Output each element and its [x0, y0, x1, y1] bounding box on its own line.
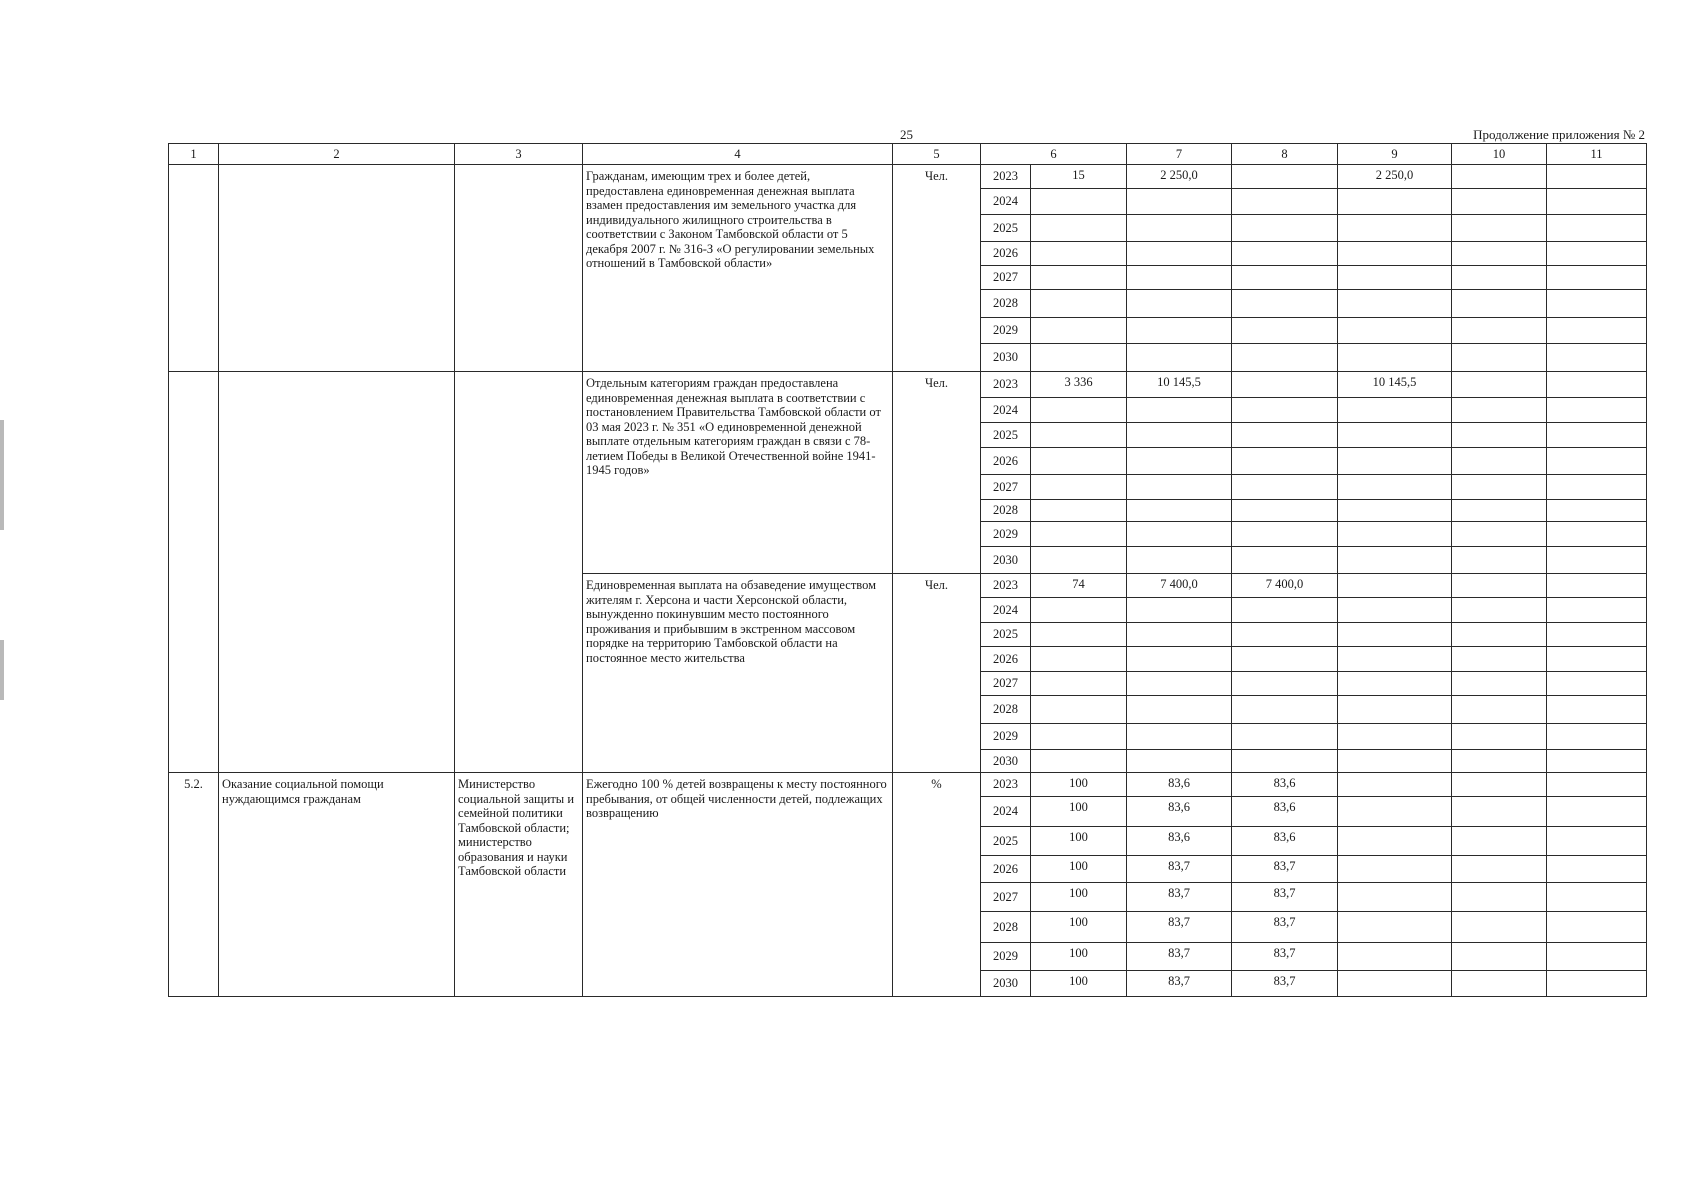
indicator-description-cell: Отдельным категориям граждан предоставлена единовременная денежная выплата в соответствии с постановлением Правительства Тамбовской области от 03 мая 2023 г. № 351 «О единовременной денежной выплате отдельным категориям граждан в связи с 78-летием Победы в Великой Отечественной войне 1941-1945 годов» — [583, 372, 893, 574]
value-cell-col9 — [1338, 598, 1452, 623]
value-cell-col11 — [1547, 623, 1647, 647]
value-cell-col10 — [1452, 856, 1547, 883]
value-cell-col9 — [1338, 856, 1452, 883]
value-cell-col11 — [1547, 215, 1647, 242]
value-cell-col11 — [1547, 318, 1647, 344]
item-number-cell — [169, 165, 219, 372]
item-number-cell: 5.2. — [169, 773, 219, 997]
value-cell-col6 — [1031, 423, 1127, 448]
value-cell-col9 — [1338, 943, 1452, 971]
value-cell-col10 — [1452, 266, 1547, 290]
event-name-cell — [219, 165, 455, 372]
value-cell-col11 — [1547, 574, 1647, 598]
value-cell-col6 — [1031, 500, 1127, 522]
header-cell: 7 — [1127, 144, 1232, 165]
value-cell-col7 — [1127, 318, 1232, 344]
value-cell-col9: 2 250,0 — [1338, 165, 1452, 189]
value-cell-col7 — [1127, 623, 1232, 647]
value-cell-col6 — [1031, 598, 1127, 623]
year-cell: 2026 — [981, 448, 1031, 475]
value-cell-col8: 83,6 — [1232, 797, 1338, 827]
year-cell: 2028 — [981, 912, 1031, 943]
value-cell-col8 — [1232, 215, 1338, 242]
value-cell-col8 — [1232, 165, 1338, 189]
year-cell: 2023 — [981, 372, 1031, 398]
executor-cell — [455, 165, 583, 372]
unit-cell: Чел. — [893, 574, 981, 773]
value-cell-col7: 83,7 — [1127, 943, 1232, 971]
value-cell-col11 — [1547, 856, 1647, 883]
value-cell-col6: 100 — [1031, 912, 1127, 943]
value-cell-col10 — [1452, 797, 1547, 827]
year-cell: 2028 — [981, 500, 1031, 522]
value-cell-col6 — [1031, 215, 1127, 242]
value-cell-col7 — [1127, 423, 1232, 448]
value-cell-col8: 83,7 — [1232, 971, 1338, 997]
value-cell-col10 — [1452, 547, 1547, 574]
value-cell-col8 — [1232, 475, 1338, 500]
value-cell-col7 — [1127, 398, 1232, 423]
value-cell-col8 — [1232, 423, 1338, 448]
value-cell-col7 — [1127, 266, 1232, 290]
year-cell: 2025 — [981, 827, 1031, 856]
value-cell-col6: 100 — [1031, 943, 1127, 971]
value-cell-col6: 100 — [1031, 971, 1127, 997]
value-cell-col9 — [1338, 672, 1452, 696]
value-cell-col7: 83,7 — [1127, 912, 1232, 943]
value-cell-col6 — [1031, 475, 1127, 500]
value-cell-col9 — [1338, 912, 1452, 943]
scan-margin-mark — [0, 640, 4, 700]
value-cell-col6: 100 — [1031, 773, 1127, 797]
year-cell: 2026 — [981, 242, 1031, 266]
value-cell-col6 — [1031, 290, 1127, 318]
value-cell-col11 — [1547, 696, 1647, 724]
value-cell-col8: 83,7 — [1232, 856, 1338, 883]
executor-cell — [455, 372, 583, 773]
value-cell-col8 — [1232, 696, 1338, 724]
header-cell: 11 — [1547, 144, 1647, 165]
year-cell: 2025 — [981, 623, 1031, 647]
year-cell: 2026 — [981, 856, 1031, 883]
value-cell-col11 — [1547, 647, 1647, 672]
value-cell-col7: 83,7 — [1127, 971, 1232, 997]
year-cell: 2027 — [981, 475, 1031, 500]
value-cell-col11 — [1547, 522, 1647, 547]
value-cell-col7: 83,7 — [1127, 856, 1232, 883]
value-cell-col8 — [1232, 266, 1338, 290]
value-cell-col8 — [1232, 750, 1338, 773]
unit-cell: Чел. — [893, 165, 981, 372]
value-cell-col7 — [1127, 344, 1232, 372]
value-cell-col8 — [1232, 623, 1338, 647]
value-cell-col11 — [1547, 883, 1647, 912]
value-cell-col8 — [1232, 724, 1338, 750]
value-cell-col8 — [1232, 598, 1338, 623]
value-cell-col9 — [1338, 827, 1452, 856]
value-cell-col7 — [1127, 724, 1232, 750]
program-table — [168, 143, 1647, 997]
value-cell-col6 — [1031, 696, 1127, 724]
value-cell-col8 — [1232, 290, 1338, 318]
value-cell-col6 — [1031, 522, 1127, 547]
value-cell-col7 — [1127, 189, 1232, 215]
value-cell-col9 — [1338, 883, 1452, 912]
column-number-row — [169, 144, 1647, 165]
value-cell-col8 — [1232, 500, 1338, 522]
value-cell-col7 — [1127, 647, 1232, 672]
unit-cell: % — [893, 773, 981, 997]
value-cell-col8: 83,7 — [1232, 943, 1338, 971]
value-cell-col9 — [1338, 724, 1452, 750]
year-cell: 2023 — [981, 773, 1031, 797]
value-cell-col6 — [1031, 398, 1127, 423]
value-cell-col7 — [1127, 448, 1232, 475]
value-cell-col9 — [1338, 500, 1452, 522]
value-cell-col6 — [1031, 672, 1127, 696]
value-cell-col8: 83,6 — [1232, 773, 1338, 797]
value-cell-col9 — [1338, 423, 1452, 448]
value-cell-col9 — [1338, 797, 1452, 827]
value-cell-col9 — [1338, 647, 1452, 672]
value-cell-col11 — [1547, 773, 1647, 797]
year-cell: 2030 — [981, 750, 1031, 773]
value-cell-col10 — [1452, 750, 1547, 773]
value-cell-col10 — [1452, 672, 1547, 696]
value-cell-col11 — [1547, 724, 1647, 750]
year-cell: 2028 — [981, 290, 1031, 318]
header-cell: 2 — [219, 144, 455, 165]
year-cell: 2026 — [981, 647, 1031, 672]
header-cell: 3 — [455, 144, 583, 165]
value-cell-col7: 83,6 — [1127, 797, 1232, 827]
year-cell: 2024 — [981, 398, 1031, 423]
value-cell-col10 — [1452, 522, 1547, 547]
value-cell-col11 — [1547, 165, 1647, 189]
value-cell-col10 — [1452, 475, 1547, 500]
value-cell-col10 — [1452, 883, 1547, 912]
value-cell-col11 — [1547, 290, 1647, 318]
value-cell-col6 — [1031, 344, 1127, 372]
value-cell-col9 — [1338, 522, 1452, 547]
value-cell-col7: 10 145,5 — [1127, 372, 1232, 398]
value-cell-col8: 83,7 — [1232, 883, 1338, 912]
value-cell-col10 — [1452, 773, 1547, 797]
value-cell-col10 — [1452, 242, 1547, 266]
value-cell-col9 — [1338, 344, 1452, 372]
value-cell-col7 — [1127, 598, 1232, 623]
value-cell-col10 — [1452, 448, 1547, 475]
year-cell: 2025 — [981, 423, 1031, 448]
year-cell: 2030 — [981, 344, 1031, 372]
value-cell-col9 — [1338, 266, 1452, 290]
value-cell-col10 — [1452, 724, 1547, 750]
value-cell-col8 — [1232, 318, 1338, 344]
value-cell-col10 — [1452, 623, 1547, 647]
value-cell-col9 — [1338, 189, 1452, 215]
value-cell-col6 — [1031, 623, 1127, 647]
value-cell-col6 — [1031, 724, 1127, 750]
table-row — [169, 165, 1647, 189]
value-cell-col9 — [1338, 215, 1452, 242]
value-cell-col10 — [1452, 943, 1547, 971]
executor-cell: Министерство социальной защиты и семейной политики Тамбовской области; министерство образования и науки Тамбовской области — [455, 773, 583, 997]
value-cell-col9 — [1338, 623, 1452, 647]
value-cell-col8 — [1232, 547, 1338, 574]
value-cell-col7 — [1127, 475, 1232, 500]
value-cell-col10 — [1452, 290, 1547, 318]
value-cell-col7 — [1127, 672, 1232, 696]
value-cell-col10 — [1452, 215, 1547, 242]
value-cell-col11 — [1547, 500, 1647, 522]
year-cell: 2030 — [981, 547, 1031, 574]
year-cell: 2028 — [981, 696, 1031, 724]
value-cell-col11 — [1547, 547, 1647, 574]
value-cell-col7 — [1127, 242, 1232, 266]
value-cell-col9 — [1338, 448, 1452, 475]
value-cell-col10 — [1452, 696, 1547, 724]
value-cell-col9: 10 145,5 — [1338, 372, 1452, 398]
value-cell-col11 — [1547, 598, 1647, 623]
value-cell-col7: 83,6 — [1127, 773, 1232, 797]
value-cell-col8 — [1232, 448, 1338, 475]
value-cell-col6 — [1031, 547, 1127, 574]
value-cell-col6 — [1031, 750, 1127, 773]
value-cell-col6 — [1031, 189, 1127, 215]
indicator-description-cell: Единовременная выплата на обзаведение имуществом жителям г. Херсона и части Херсонской области, вынужденно покинувшим место постоянного проживания и прибывшим в экстренном массовом порядке на территорию Тамбовской области на постоянное место жительства — [583, 574, 893, 773]
value-cell-col9 — [1338, 318, 1452, 344]
value-cell-col8 — [1232, 344, 1338, 372]
value-cell-col9 — [1338, 750, 1452, 773]
indicator-description-cell: Гражданам, имеющим трех и более детей, предоставлена единовременная денежная выплата взамен предоставления им земельного участка для индивидуального жилищного строительства в соответствии с Законом Тамбовской области от 5 декабря 2007 г. № 316-З «О регулировании земельных отношений в Тамбовской области» — [583, 165, 893, 372]
value-cell-col7 — [1127, 500, 1232, 522]
year-cell: 2027 — [981, 672, 1031, 696]
value-cell-col7 — [1127, 696, 1232, 724]
year-cell: 2029 — [981, 522, 1031, 547]
value-cell-col11 — [1547, 189, 1647, 215]
value-cell-col11 — [1547, 266, 1647, 290]
value-cell-col9 — [1338, 773, 1452, 797]
value-cell-col11 — [1547, 943, 1647, 971]
value-cell-col10 — [1452, 574, 1547, 598]
year-cell: 2029 — [981, 318, 1031, 344]
continuation-label: Продолжение приложения № 2 — [1473, 127, 1645, 142]
value-cell-col7 — [1127, 522, 1232, 547]
value-cell-col8 — [1232, 372, 1338, 398]
value-cell-col7: 83,6 — [1127, 827, 1232, 856]
value-cell-col11 — [1547, 423, 1647, 448]
header-cell: 8 — [1232, 144, 1338, 165]
table-row — [169, 773, 1647, 797]
value-cell-col9 — [1338, 398, 1452, 423]
year-cell: 2024 — [981, 797, 1031, 827]
value-cell-col10 — [1452, 189, 1547, 215]
value-cell-col8 — [1232, 647, 1338, 672]
value-cell-col11 — [1547, 398, 1647, 423]
value-cell-col7: 83,7 — [1127, 883, 1232, 912]
value-cell-col11 — [1547, 912, 1647, 943]
value-cell-col8: 7 400,0 — [1232, 574, 1338, 598]
value-cell-col8 — [1232, 522, 1338, 547]
value-cell-col9 — [1338, 547, 1452, 574]
value-cell-col9 — [1338, 242, 1452, 266]
value-cell-col11 — [1547, 344, 1647, 372]
value-cell-col11 — [1547, 672, 1647, 696]
value-cell-col10 — [1452, 971, 1547, 997]
value-cell-col7 — [1127, 290, 1232, 318]
year-cell: 2025 — [981, 215, 1031, 242]
value-cell-col9 — [1338, 574, 1452, 598]
header-cell: 10 — [1452, 144, 1547, 165]
value-cell-col7 — [1127, 215, 1232, 242]
value-cell-col6: 74 — [1031, 574, 1127, 598]
value-cell-col10 — [1452, 423, 1547, 448]
value-cell-col11 — [1547, 827, 1647, 856]
value-cell-col11 — [1547, 372, 1647, 398]
header-cell: 6 — [981, 144, 1127, 165]
value-cell-col6: 100 — [1031, 883, 1127, 912]
value-cell-col10 — [1452, 912, 1547, 943]
value-cell-col8 — [1232, 398, 1338, 423]
page-number: 25 — [900, 127, 913, 142]
year-cell: 2029 — [981, 943, 1031, 971]
year-cell: 2023 — [981, 574, 1031, 598]
value-cell-col10 — [1452, 372, 1547, 398]
value-cell-col6: 100 — [1031, 856, 1127, 883]
header-cell: 4 — [583, 144, 893, 165]
value-cell-col9 — [1338, 290, 1452, 318]
indicator-description-cell: Ежегодно 100 % детей возвращены к месту постоянного пребывания, от общей численности детей, подлежащих возвращению — [583, 773, 893, 997]
value-cell-col10 — [1452, 165, 1547, 189]
value-cell-col9 — [1338, 696, 1452, 724]
value-cell-col6 — [1031, 318, 1127, 344]
value-cell-col10 — [1452, 398, 1547, 423]
value-cell-col8 — [1232, 672, 1338, 696]
value-cell-col6: 100 — [1031, 797, 1127, 827]
value-cell-col11 — [1547, 475, 1647, 500]
value-cell-col7 — [1127, 547, 1232, 574]
value-cell-col10 — [1452, 827, 1547, 856]
value-cell-col9 — [1338, 475, 1452, 500]
value-cell-col7 — [1127, 750, 1232, 773]
value-cell-col6: 100 — [1031, 827, 1127, 856]
value-cell-col10 — [1452, 500, 1547, 522]
value-cell-col6 — [1031, 266, 1127, 290]
value-cell-col11 — [1547, 971, 1647, 997]
value-cell-col10 — [1452, 318, 1547, 344]
item-number-cell — [169, 372, 219, 773]
year-cell: 2030 — [981, 971, 1031, 997]
value-cell-col11 — [1547, 448, 1647, 475]
value-cell-col11 — [1547, 797, 1647, 827]
header-cell: 9 — [1338, 144, 1452, 165]
table-row — [169, 372, 1647, 398]
value-cell-col8: 83,6 — [1232, 827, 1338, 856]
value-cell-col6 — [1031, 448, 1127, 475]
value-cell-col6 — [1031, 647, 1127, 672]
value-cell-col11 — [1547, 750, 1647, 773]
event-name-cell: Оказание социальной помощи нуждающимся гражданам — [219, 773, 455, 997]
year-cell: 2023 — [981, 165, 1031, 189]
value-cell-col10 — [1452, 598, 1547, 623]
year-cell: 2024 — [981, 189, 1031, 215]
year-cell: 2029 — [981, 724, 1031, 750]
value-cell-col10 — [1452, 647, 1547, 672]
year-cell: 2027 — [981, 883, 1031, 912]
value-cell-col10 — [1452, 344, 1547, 372]
value-cell-col6 — [1031, 242, 1127, 266]
value-cell-col8: 83,7 — [1232, 912, 1338, 943]
header-cell: 1 — [169, 144, 219, 165]
value-cell-col7: 7 400,0 — [1127, 574, 1232, 598]
header-cell: 5 — [893, 144, 981, 165]
year-cell: 2027 — [981, 266, 1031, 290]
value-cell-col6: 15 — [1031, 165, 1127, 189]
value-cell-col8 — [1232, 189, 1338, 215]
value-cell-col7: 2 250,0 — [1127, 165, 1232, 189]
unit-cell: Чел. — [893, 372, 981, 574]
year-cell: 2024 — [981, 598, 1031, 623]
scan-margin-mark — [0, 420, 4, 530]
value-cell-col6: 3 336 — [1031, 372, 1127, 398]
event-name-cell — [219, 372, 455, 773]
value-cell-col9 — [1338, 971, 1452, 997]
value-cell-col8 — [1232, 242, 1338, 266]
value-cell-col11 — [1547, 242, 1647, 266]
